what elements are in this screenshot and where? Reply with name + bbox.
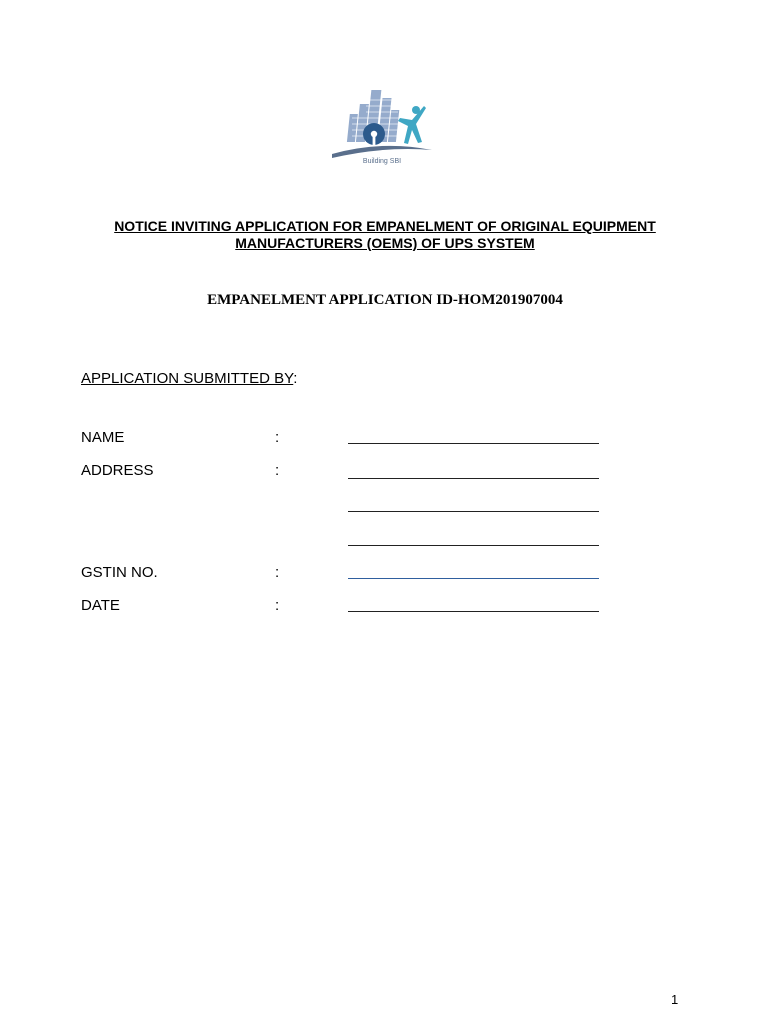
- name-label: NAME: [81, 429, 125, 446]
- address-field-line-3[interactable]: [348, 545, 599, 546]
- notice-title-line-2: MANUFACTURERS (OEMS) OF UPS SYSTEM: [235, 235, 535, 251]
- application-id: EMPANELMENT APPLICATION ID-HOM201907004: [207, 292, 563, 308]
- date-colon: :: [275, 597, 280, 614]
- submitted-by-heading: [81, 370, 297, 387]
- address-label: ADDRESS: [81, 462, 154, 479]
- gstin-colon: :: [275, 564, 280, 581]
- gstin-label: GSTIN NO.: [81, 564, 158, 581]
- address-field-line-1[interactable]: [348, 478, 599, 479]
- submitted-by-label: APPLICATION SUBMITTED BY: [81, 370, 294, 387]
- date-label: DATE: [81, 597, 120, 614]
- notice-title-line-1: NOTICE INVITING APPLICATION FOR EMPANELMENT OF ORIGINAL EQUIPMENT: [114, 218, 656, 234]
- gstin-field-line[interactable]: [348, 578, 599, 579]
- date-field-line[interactable]: [348, 611, 599, 612]
- building-sbi-logo: [328, 84, 436, 176]
- address-field-line-2[interactable]: [348, 511, 599, 512]
- name-colon: :: [275, 429, 280, 446]
- address-colon: :: [275, 462, 280, 479]
- submitted-by-colon: :: [293, 370, 298, 387]
- logo-caption: Building SBI: [362, 158, 402, 165]
- page-number: 1: [671, 992, 679, 1007]
- name-field-line[interactable]: [348, 443, 599, 444]
